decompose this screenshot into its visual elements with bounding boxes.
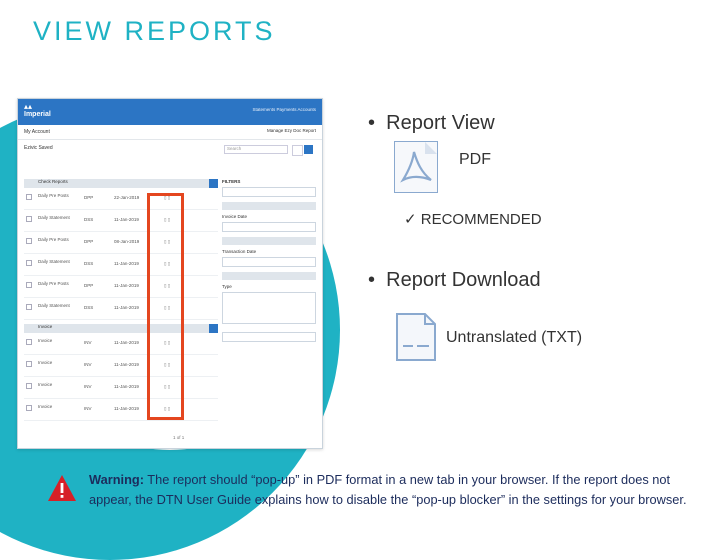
chevron-down-icon[interactable]: [209, 179, 218, 188]
filter-button[interactable]: [222, 187, 316, 197]
apply-button[interactable]: [222, 332, 316, 342]
filter-row[interactable]: Ezivic Saved: [24, 145, 53, 151]
app-logo: Imperial: [24, 111, 51, 118]
report-name: Daily Pre Posts: [38, 237, 69, 242]
app-topbar: [18, 99, 322, 125]
report-type: DSS: [84, 305, 94, 310]
row-checkbox[interactable]: [26, 383, 32, 389]
filter-field-label: Invoice Date: [222, 214, 248, 219]
report-name: Invoice: [38, 382, 53, 387]
date-input[interactable]: [222, 257, 316, 267]
filters-panel: [222, 179, 316, 342]
report-name: Daily Statement: [38, 259, 70, 264]
pager[interactable]: 1 of 1: [173, 435, 185, 440]
report-list: [24, 179, 218, 421]
report-type: INV: [84, 406, 92, 411]
report-date: 22-Jan-2019: [114, 195, 140, 200]
table-row[interactable]: [24, 276, 218, 298]
filter-field-label: Transaction Date: [222, 249, 257, 254]
type-select[interactable]: [222, 292, 316, 324]
highlight-box: [147, 193, 184, 420]
my-account-label: My Account: [24, 129, 50, 135]
view-download-icons[interactable]: ▯ ▯: [164, 384, 171, 389]
txt-file-icon: [395, 312, 437, 362]
report-type: INV: [84, 362, 92, 367]
search-input[interactable]: Search: [224, 145, 288, 154]
recommended-label: ✓ RECOMMENDED: [404, 211, 542, 228]
report-name: Daily Statement: [38, 215, 70, 220]
row-checkbox[interactable]: [26, 216, 32, 222]
row-checkbox[interactable]: [26, 282, 32, 288]
txt-label: Untranslated (TXT): [446, 329, 583, 346]
group-header[interactable]: [24, 179, 218, 188]
warning-text: [89, 470, 699, 509]
view-download-icons[interactable]: ▯ ▯: [164, 195, 171, 200]
filter-section: [222, 272, 316, 280]
help-button[interactable]: [304, 145, 313, 154]
row-checkbox[interactable]: [26, 361, 32, 367]
report-date: 11-Jan-2019: [114, 362, 139, 367]
table-row[interactable]: [24, 188, 218, 210]
table-row[interactable]: [24, 232, 218, 254]
report-date: 11-Jan-2019: [114, 340, 139, 345]
view-download-icons[interactable]: ▯ ▯: [164, 362, 171, 367]
pdf-icon: [394, 141, 438, 193]
pdf-label: PDF: [459, 151, 491, 168]
row-checkbox[interactable]: [26, 260, 32, 266]
report-download-text: Report Download: [386, 269, 541, 291]
view-download-icons[interactable]: ▯ ▯: [164, 283, 171, 288]
account-bar: [18, 125, 322, 140]
filters-heading: FILTERS: [222, 179, 241, 184]
view-download-icons[interactable]: ▯ ▯: [164, 406, 171, 411]
report-type: INV: [84, 340, 92, 345]
table-row[interactable]: [24, 399, 218, 421]
report-date: 11-Jan-2019: [114, 261, 139, 266]
report-name: Invoice: [38, 360, 53, 365]
search-button[interactable]: [292, 145, 303, 156]
row-checkbox[interactable]: [26, 339, 32, 345]
row-checkbox[interactable]: [26, 238, 32, 244]
date-input[interactable]: [222, 222, 316, 232]
report-date: 11-Jan-2019: [114, 283, 139, 288]
row-checkbox[interactable]: [26, 304, 32, 310]
warning-label: Warning:: [89, 472, 144, 487]
table-row[interactable]: [24, 254, 218, 276]
report-download-heading: • Report Download: [368, 269, 541, 291]
report-type: DPP: [84, 239, 94, 244]
filter-field-label: Type: [222, 284, 232, 289]
table-row[interactable]: [24, 210, 218, 232]
imperial-logo-icon: ▴▴: [24, 102, 33, 111]
report-date: 11-Jan-2019: [114, 384, 139, 389]
report-name: Daily Statement: [38, 303, 70, 308]
row-checkbox[interactable]: [26, 405, 32, 411]
report-type: DSS: [84, 261, 94, 266]
table-row[interactable]: [24, 355, 218, 377]
view-download-icons[interactable]: ▯ ▯: [164, 239, 171, 244]
report-date: 11-Jan-2019: [114, 406, 139, 411]
report-type: DSS: [84, 217, 94, 222]
report-date: 08-Jan-2019: [114, 239, 140, 244]
report-name: Invoice: [38, 404, 53, 409]
view-download-icons[interactable]: ▯ ▯: [164, 261, 171, 266]
warning-body: The report should “pop-up” in PDF format in a new tab in your browser. If the report does not appear, the DTN User Guide explains how to disable the “pop-up blocker” in the settings for your browser.: [89, 472, 687, 507]
view-download-icons[interactable]: ▯ ▯: [164, 217, 171, 222]
view-download-icons[interactable]: ▯ ▯: [164, 340, 171, 345]
page-title: VIEW REPORTS: [33, 16, 276, 46]
report-view-text: Report View: [386, 112, 495, 134]
view-download-icons[interactable]: ▯ ▯: [164, 305, 171, 310]
filter-section: [222, 202, 316, 210]
group-label: Check Reports: [38, 179, 68, 184]
report-date: 11-Jan-2019: [114, 217, 139, 222]
report-name: Daily Pre Posts: [38, 193, 69, 198]
report-view-heading: • Report View: [368, 112, 495, 134]
report-date: 11-Jan-2019: [114, 305, 139, 310]
group-header[interactable]: [24, 324, 218, 333]
manage-report-link[interactable]: Manage Ezy Doc Report: [266, 128, 316, 133]
table-row[interactable]: [24, 377, 218, 399]
table-row[interactable]: [24, 298, 218, 320]
report-name: Invoice: [38, 338, 53, 343]
report-name: Daily Pre Posts: [38, 281, 69, 286]
chevron-down-icon[interactable]: [209, 324, 218, 333]
row-checkbox[interactable]: [26, 194, 32, 200]
table-row[interactable]: [24, 333, 218, 355]
top-nav[interactable]: Statements Payments Accounts: [252, 107, 316, 112]
group-label: Invoice: [38, 324, 53, 329]
filter-section: [222, 237, 316, 245]
report-type: DPP: [84, 195, 94, 200]
warning-icon: [47, 474, 77, 502]
report-type: DPP: [84, 283, 94, 288]
report-type: INV: [84, 384, 92, 389]
